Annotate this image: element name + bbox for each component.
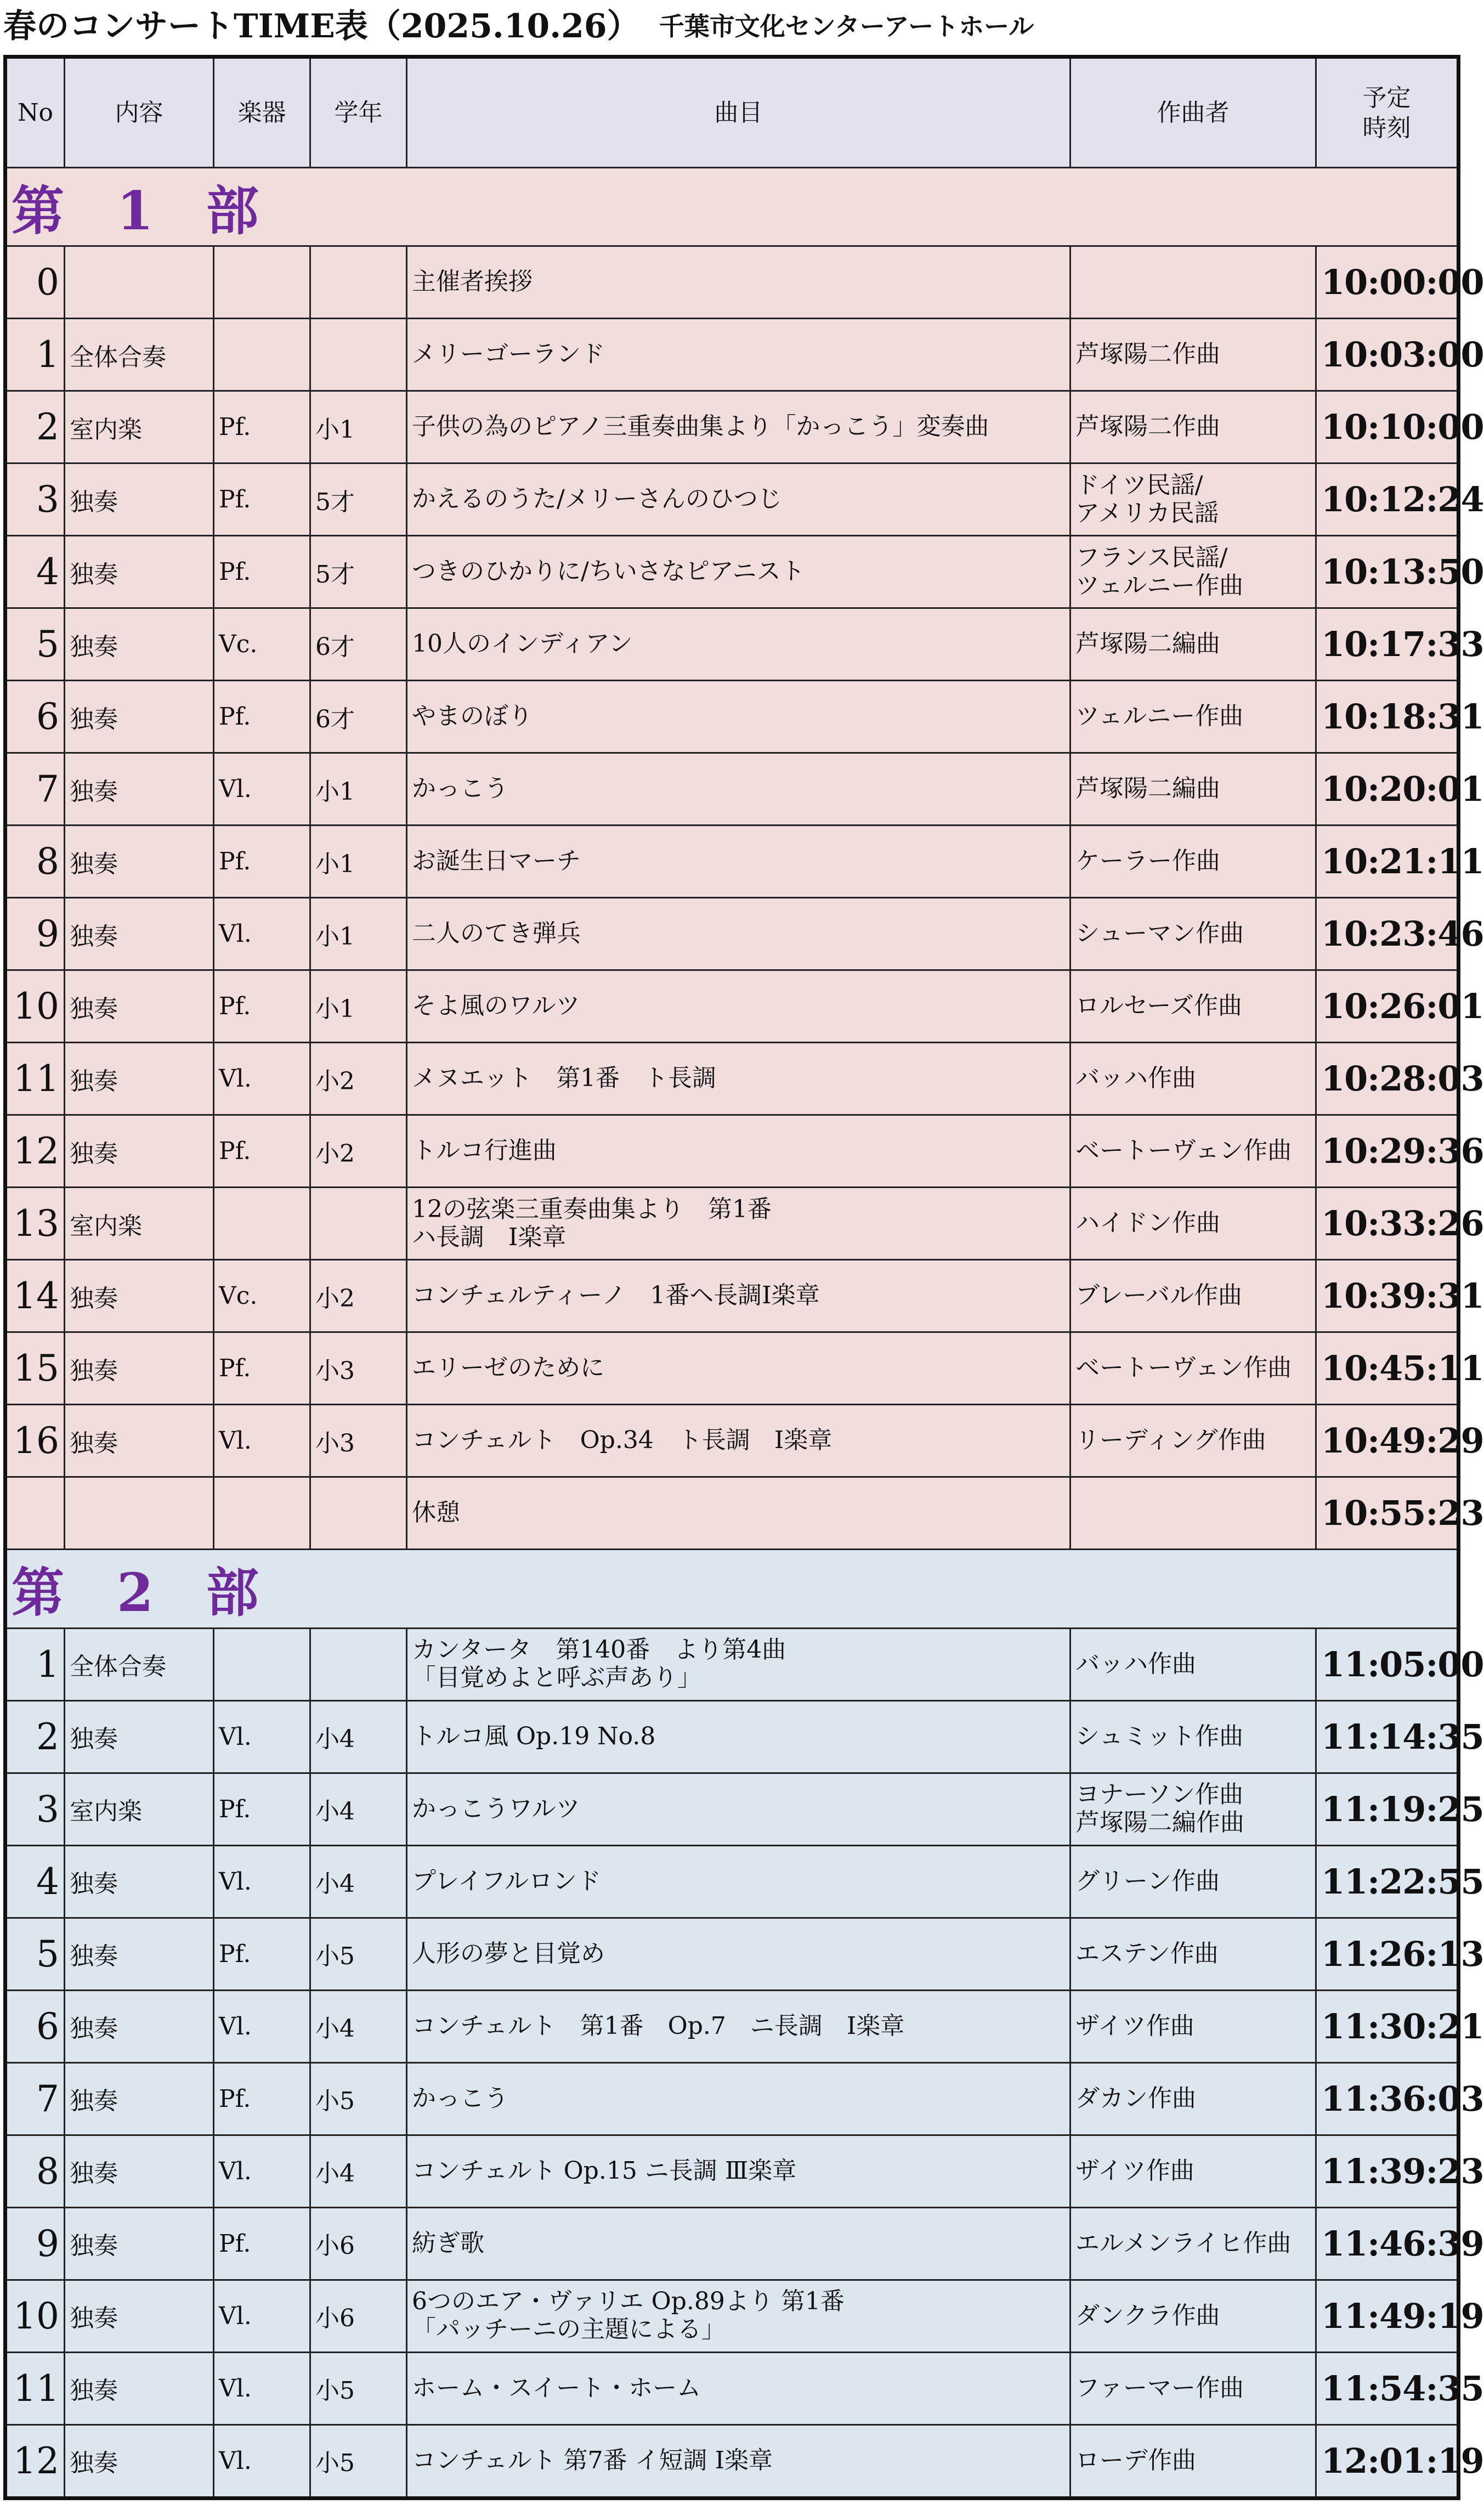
row-time: 11:39:23 <box>1316 2135 1459 2207</box>
table-row <box>5 391 1459 464</box>
row-content: 独奏 <box>65 536 214 608</box>
row-time: 10:39:31 <box>1316 1260 1459 1332</box>
row-composer: フランス民謡/ ツェルニー作曲 <box>1070 536 1316 608</box>
row-composer: ダンクラ作曲 <box>1070 2280 1316 2352</box>
table-row <box>5 1918 1459 1990</box>
row-content: 独奏 <box>65 2135 214 2207</box>
row-instrument: Pf. <box>214 2207 310 2280</box>
page-heading <box>3 4 1034 54</box>
row-number: 1 <box>5 1628 65 1700</box>
row-time: 11:30:21 <box>1316 1990 1459 2062</box>
row-grade: 5才 <box>310 536 407 608</box>
row-time: 10:55:23 <box>1316 1477 1459 1550</box>
table-row <box>5 1260 1459 1332</box>
row-piece: かっこう <box>407 2062 1070 2135</box>
row-content: 全体合奏 <box>65 319 214 391</box>
row-number: 11 <box>5 1043 65 1115</box>
row-composer: ファーマー作曲 <box>1070 2352 1316 2424</box>
row-piece: 12の弦楽三重奏曲集より 第1番 ハ長調 Ⅰ楽章 <box>407 1188 1070 1260</box>
row-grade: 小4 <box>310 2135 407 2207</box>
row-time: 10:17:33 <box>1316 608 1459 681</box>
table-row <box>5 1773 1459 1845</box>
schedule-body <box>5 168 1484 2499</box>
row-composer: ザイツ作曲 <box>1070 2135 1316 2207</box>
row-composer: ツェルニー作曲 <box>1070 681 1316 753</box>
row-instrument: Vc. <box>214 608 310 681</box>
row-content <box>65 1477 214 1550</box>
row-number: 8 <box>5 826 65 898</box>
row-content: 独奏 <box>65 681 214 753</box>
row-instrument <box>214 1188 310 1260</box>
row-time: 11:19:25 <box>1316 1773 1459 1845</box>
row-grade: 6才 <box>310 681 407 753</box>
row-content: 独奏 <box>65 1115 214 1188</box>
row-composer: ベートーヴェン作曲 <box>1070 1115 1316 1188</box>
row-composer: エステン作曲 <box>1070 1918 1316 1990</box>
row-content: 独奏 <box>65 1700 214 1773</box>
row-grade <box>310 246 407 319</box>
row-content: 独奏 <box>65 2424 214 2498</box>
table-row <box>5 246 1459 319</box>
row-time: 10:49:29 <box>1316 1405 1459 1477</box>
row-instrument: Pf. <box>214 970 310 1043</box>
row-instrument: Pf. <box>214 536 310 608</box>
row-time: 10:28:03 <box>1316 1043 1459 1115</box>
row-instrument: Vl. <box>214 2424 310 2498</box>
row-time: 10:10:00 <box>1316 391 1459 464</box>
row-instrument <box>214 1477 310 1550</box>
table-row <box>5 1188 1459 1260</box>
table-row <box>5 1477 1459 1550</box>
row-composer: ブレーバル作曲 <box>1070 1260 1316 1332</box>
table-row <box>5 1332 1459 1405</box>
row-piece: コンチェルティーノ 1番ヘ長調Ⅰ楽章 <box>407 1260 1070 1332</box>
row-grade: 小4 <box>310 1700 407 1773</box>
row-piece: つきのひかりに/ちいさなピアニスト <box>407 536 1070 608</box>
part-title: 第 1 部 <box>5 168 1459 246</box>
row-number: 11 <box>5 2352 65 2424</box>
row-piece: コンチェルト 第1番 Op.7 ニ長調 Ⅰ楽章 <box>407 1990 1070 2062</box>
row-composer: グリーン作曲 <box>1070 1845 1316 1918</box>
row-piece: 紡ぎ歌 <box>407 2207 1070 2280</box>
row-instrument <box>214 319 310 391</box>
row-number: 8 <box>5 2135 65 2207</box>
row-grade: 小1 <box>310 826 407 898</box>
table-row <box>5 2135 1459 2207</box>
row-number: 4 <box>5 536 65 608</box>
row-time: 10:26:01 <box>1316 970 1459 1043</box>
row-grade: 小5 <box>310 2352 407 2424</box>
row-time: 10:21:11 <box>1316 826 1459 898</box>
row-number: 12 <box>5 2424 65 2498</box>
table-row <box>5 753 1459 826</box>
row-composer: シュミット作曲 <box>1070 1700 1316 1773</box>
row-time: 10:03:00 <box>1316 319 1459 391</box>
row-content: 独奏 <box>65 970 214 1043</box>
row-content: 室内楽 <box>65 391 214 464</box>
row-grade <box>310 1188 407 1260</box>
row-instrument: Pf. <box>214 1115 310 1188</box>
row-instrument: Pf. <box>214 681 310 753</box>
table-row <box>5 2207 1459 2280</box>
row-content: 独奏 <box>65 1918 214 1990</box>
table-row <box>5 2280 1459 2352</box>
row-content: 独奏 <box>65 1990 214 2062</box>
part-title: 第 2 部 <box>5 1550 1459 1628</box>
table-row <box>5 681 1459 753</box>
row-time: 10:12:24 <box>1316 464 1459 536</box>
row-instrument: Vl. <box>214 2352 310 2424</box>
table-row <box>5 464 1459 536</box>
row-number: 16 <box>5 1405 65 1477</box>
col-header-instrument: 楽器 <box>214 57 310 168</box>
table-row <box>5 608 1459 681</box>
row-content: 独奏 <box>65 898 214 970</box>
col-header-grade: 学年 <box>310 57 407 168</box>
table-row <box>5 898 1459 970</box>
row-number: 12 <box>5 1115 65 1188</box>
row-piece: 子供の為のピアノ三重奏曲集より「かっこう」変奏曲 <box>407 391 1070 464</box>
table-row <box>5 1628 1459 1700</box>
row-instrument: Vl. <box>214 1990 310 2062</box>
row-content <box>65 246 214 319</box>
row-composer: バッハ作曲 <box>1070 1043 1316 1115</box>
row-piece: ホーム・スイート・ホーム <box>407 2352 1070 2424</box>
row-piece: かっこうワルツ <box>407 1773 1070 1845</box>
row-instrument: Pf. <box>214 1918 310 1990</box>
row-number: 10 <box>5 970 65 1043</box>
table-row <box>5 1700 1459 1773</box>
row-composer: 芦塚陽二作曲 <box>1070 391 1316 464</box>
row-piece: プレイフルロンド <box>407 1845 1070 1918</box>
row-grade: 小3 <box>310 1332 407 1405</box>
row-grade <box>310 1628 407 1700</box>
row-content: 室内楽 <box>65 1188 214 1260</box>
row-number: 7 <box>5 2062 65 2135</box>
header-row <box>5 57 1459 168</box>
row-piece: やまのぼり <box>407 681 1070 753</box>
col-header-content: 内容 <box>65 57 214 168</box>
row-instrument: Vl. <box>214 1405 310 1477</box>
row-grade: 小6 <box>310 2207 407 2280</box>
row-grade: 小2 <box>310 1115 407 1188</box>
row-content: 独奏 <box>65 1405 214 1477</box>
row-piece: そよ風のワルツ <box>407 970 1070 1043</box>
table-row <box>5 536 1459 608</box>
row-grade <box>310 319 407 391</box>
row-number: 3 <box>5 1773 65 1845</box>
row-number: 9 <box>5 2207 65 2280</box>
schedule-table <box>3 55 1484 2500</box>
row-instrument: Vl. <box>214 2135 310 2207</box>
table-row <box>5 970 1459 1043</box>
row-piece: トルコ風 Op.19 No.8 <box>407 1700 1070 1773</box>
row-instrument: Vl. <box>214 753 310 826</box>
row-number: 13 <box>5 1188 65 1260</box>
row-content: 独奏 <box>65 2352 214 2424</box>
part-header-1 <box>5 168 1459 246</box>
table-row <box>5 319 1459 391</box>
row-piece: コンチェルト Op.15 ニ長調 Ⅲ楽章 <box>407 2135 1070 2207</box>
row-grade: 小1 <box>310 753 407 826</box>
row-instrument: Vl. <box>214 2280 310 2352</box>
row-composer: エルメンライヒ作曲 <box>1070 2207 1316 2280</box>
row-time: 10:33:26 <box>1316 1188 1459 1260</box>
row-piece: トルコ行進曲 <box>407 1115 1070 1188</box>
row-content: 独奏 <box>65 2280 214 2352</box>
row-composer: 芦塚陽二編曲 <box>1070 753 1316 826</box>
row-piece: かっこう <box>407 753 1070 826</box>
row-time: 10:23:46 <box>1316 898 1459 970</box>
row-composer: ベートーヴェン作曲 <box>1070 1332 1316 1405</box>
row-grade: 小4 <box>310 1990 407 2062</box>
row-number: 5 <box>5 1918 65 1990</box>
table-row <box>5 2062 1459 2135</box>
row-grade: 小2 <box>310 1260 407 1332</box>
row-instrument: Pf. <box>214 2062 310 2135</box>
row-piece: エリーゼのために <box>407 1332 1070 1405</box>
row-instrument: Pf. <box>214 464 310 536</box>
row-number: 3 <box>5 464 65 536</box>
row-instrument: Vl. <box>214 1043 310 1115</box>
table-row <box>5 1990 1459 2062</box>
row-time: 11:05:00 <box>1316 1628 1459 1700</box>
row-grade: 小6 <box>310 2280 407 2352</box>
row-time: 11:36:03 <box>1316 2062 1459 2135</box>
row-piece: かえるのうた/メリーさんのひつじ <box>407 464 1070 536</box>
row-number: 2 <box>5 391 65 464</box>
col-header-composer: 作曲者 <box>1070 57 1316 168</box>
row-time: 10:18:31 <box>1316 681 1459 753</box>
row-piece: コンチェルト Op.34 ト長調 Ⅰ楽章 <box>407 1405 1070 1477</box>
row-composer: リーディング作曲 <box>1070 1405 1316 1477</box>
row-piece: お誕生日マーチ <box>407 826 1070 898</box>
row-number: 6 <box>5 1990 65 2062</box>
row-number <box>5 1477 65 1550</box>
row-piece: 二人のてき弾兵 <box>407 898 1070 970</box>
row-instrument: Vl. <box>214 1845 310 1918</box>
row-composer: シューマン作曲 <box>1070 898 1316 970</box>
row-piece: 主催者挨拶 <box>407 246 1070 319</box>
col-header-no: No <box>5 57 65 168</box>
row-composer: ザイツ作曲 <box>1070 1990 1316 2062</box>
row-number: 5 <box>5 608 65 681</box>
row-number: 4 <box>5 1845 65 1918</box>
row-content: 独奏 <box>65 1043 214 1115</box>
table-row <box>5 826 1459 898</box>
row-grade: 5才 <box>310 464 407 536</box>
table-row <box>5 2352 1459 2424</box>
row-time: 10:13:50 <box>1316 536 1459 608</box>
row-time: 11:26:13 <box>1316 1918 1459 1990</box>
row-instrument: Pf. <box>214 826 310 898</box>
row-time: 11:49:19 <box>1316 2280 1459 2352</box>
row-time: 11:46:39 <box>1316 2207 1459 2280</box>
part-header-2 <box>5 1550 1459 1628</box>
row-piece: コンチェルト 第7番 イ短調 Ⅰ楽章 <box>407 2424 1070 2498</box>
row-time: 11:54:35 <box>1316 2352 1459 2424</box>
row-piece: カンタータ 第140番 より第4曲 「目覚めよと呼ぶ声あり」 <box>407 1628 1070 1700</box>
row-composer: ローデ作曲 <box>1070 2424 1316 2498</box>
row-grade: 小1 <box>310 898 407 970</box>
row-number: 2 <box>5 1700 65 1773</box>
row-time: 12:01:19 <box>1316 2424 1459 2498</box>
col-header-piece: 曲目 <box>407 57 1070 168</box>
row-piece: メヌエット 第1番 ト長調 <box>407 1043 1070 1115</box>
row-number: 10 <box>5 2280 65 2352</box>
row-grade: 小5 <box>310 2062 407 2135</box>
row-piece: 10人のインディアン <box>407 608 1070 681</box>
row-piece: 人形の夢と目覚め <box>407 1918 1070 1990</box>
row-time: 10:00:00 <box>1316 246 1459 319</box>
row-time: 10:29:36 <box>1316 1115 1459 1188</box>
table-row <box>5 2424 1459 2498</box>
row-composer: ダカン作曲 <box>1070 2062 1316 2135</box>
row-composer: ロルセーズ作曲 <box>1070 970 1316 1043</box>
row-piece: 6つのエア・ヴァリエ Op.89より 第1番 「パッチーニの主題による」 <box>407 2280 1070 2352</box>
row-number: 6 <box>5 681 65 753</box>
row-piece: メリーゴーランド <box>407 319 1070 391</box>
row-instrument: Vl. <box>214 1700 310 1773</box>
row-grade <box>310 1477 407 1550</box>
row-number: 1 <box>5 319 65 391</box>
col-header-time: 予定 時刻 <box>1316 57 1459 168</box>
row-grade: 6才 <box>310 608 407 681</box>
row-instrument: Pf. <box>214 1773 310 1845</box>
row-content: 独奏 <box>65 2062 214 2135</box>
row-content: 独奏 <box>65 1845 214 1918</box>
row-grade: 小4 <box>310 1845 407 1918</box>
row-grade: 小5 <box>310 2424 407 2498</box>
row-composer: ケーラー作曲 <box>1070 826 1316 898</box>
row-instrument: Vc. <box>214 1260 310 1332</box>
table-row <box>5 1043 1459 1115</box>
row-instrument: Pf. <box>214 391 310 464</box>
row-composer: ハイドン作曲 <box>1070 1188 1316 1260</box>
row-number: 15 <box>5 1332 65 1405</box>
row-grade: 小1 <box>310 391 407 464</box>
row-content: 室内楽 <box>65 1773 214 1845</box>
table-row <box>5 1405 1459 1477</box>
row-grade: 小3 <box>310 1405 407 1477</box>
row-instrument: Pf. <box>214 1332 310 1405</box>
venue-name: 千葉市文化センターアートホール <box>659 12 1034 41</box>
page-title: 春のコンサートTIME表（2025.10.26） <box>3 7 640 46</box>
row-composer: 芦塚陽二編曲 <box>1070 608 1316 681</box>
row-number: 0 <box>5 246 65 319</box>
row-composer: ヨナーソン作曲 芦塚陽二編作曲 <box>1070 1773 1316 1845</box>
row-composer: バッハ作曲 <box>1070 1628 1316 1700</box>
row-number: 7 <box>5 753 65 826</box>
row-grade: 小5 <box>310 1918 407 1990</box>
row-content: 全体合奏 <box>65 1628 214 1700</box>
row-content: 独奏 <box>65 1260 214 1332</box>
row-instrument <box>214 246 310 319</box>
table-row <box>5 1845 1459 1918</box>
row-time: 10:45:11 <box>1316 1332 1459 1405</box>
row-content: 独奏 <box>65 753 214 826</box>
row-number: 14 <box>5 1260 65 1332</box>
row-grade: 小1 <box>310 970 407 1043</box>
row-content: 独奏 <box>65 826 214 898</box>
row-time: 11:14:35 <box>1316 1700 1459 1773</box>
row-composer <box>1070 246 1316 319</box>
row-content: 独奏 <box>65 2207 214 2280</box>
row-grade: 小4 <box>310 1773 407 1845</box>
row-grade: 小2 <box>310 1043 407 1115</box>
row-composer: 芦塚陽二作曲 <box>1070 319 1316 391</box>
row-instrument: Vl. <box>214 898 310 970</box>
row-content: 独奏 <box>65 1332 214 1405</box>
row-content: 独奏 <box>65 464 214 536</box>
row-composer <box>1070 1477 1316 1550</box>
table-row <box>5 1115 1459 1188</box>
row-time: 10:20:01 <box>1316 753 1459 826</box>
row-composer: ドイツ民謡/ アメリカ民謡 <box>1070 464 1316 536</box>
row-content: 独奏 <box>65 608 214 681</box>
row-time: 11:22:55 <box>1316 1845 1459 1918</box>
row-piece: 休憩 <box>407 1477 1070 1550</box>
row-instrument <box>214 1628 310 1700</box>
row-number: 9 <box>5 898 65 970</box>
